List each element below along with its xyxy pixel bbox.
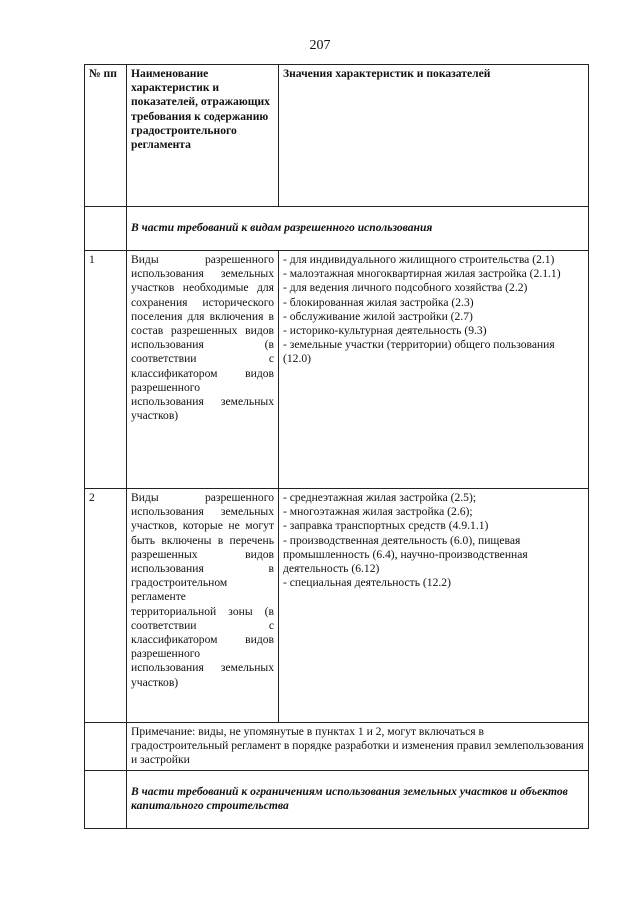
- page-number: 207: [309, 38, 331, 53]
- list-item: - заправка транспортных средств (4.9.1.1): [283, 519, 489, 533]
- list-item: - среднеэтажная жилая застройка (2.5);: [283, 491, 477, 504]
- row-1-values: [279, 251, 589, 489]
- note-text: Примечание: виды, не упомянутые в пунктах 1 и 2, могут включаться в градостроительный регламент в порядке разработки и изменения правил землепользования и застройки: [127, 723, 589, 771]
- row-1-name: Виды разрешенного использования земельных участков необходимые для сохранения исторического поселения для включения в состав разрешенных видов использования (в соответствии с классификатором видов разрешенного использования земельных участков): [127, 251, 279, 489]
- list-item: - земельные участки (территории) общего пользования (12.0): [283, 338, 555, 366]
- section-title-restrictions: В части требований к ограничениям использования земельных участков и объектов капитального строительства: [127, 770, 589, 828]
- table-row-2: [85, 489, 589, 723]
- row-1-number: 1: [85, 251, 127, 489]
- table-header-row: [85, 65, 589, 207]
- list-item: - малоэтажная многоквартирная жилая застройка (2.1.1): [283, 267, 561, 281]
- list-item: - историко-культурная деятельность (9.3): [283, 324, 487, 338]
- header-values: Значения характеристик и показателей: [279, 65, 589, 207]
- list-item: - многоэтажная жилая застройка (2.6);: [283, 505, 473, 519]
- section-title-permitted-use: В части требований к видам разрешенного использования: [127, 207, 589, 251]
- row-2-number: 2: [85, 489, 127, 723]
- section-empty-cell: [85, 207, 127, 251]
- list-item: - специальная деятельность (12.2): [283, 576, 451, 590]
- section-empty-cell: [85, 770, 127, 828]
- row-2-values: [279, 489, 589, 723]
- list-item: - для ведения личного подсобного хозяйства (2.2): [283, 281, 528, 295]
- note-empty-cell: [85, 723, 127, 771]
- list-item: - производственная деятельность (6.0), пищевая промышленность (6.4), научно-производственная деятельность (6.12): [283, 533, 528, 576]
- list-item: - обслуживание жилой застройки (2.7): [283, 309, 473, 323]
- header-number: № пп: [85, 65, 127, 207]
- requirements-table: [84, 64, 589, 829]
- section-row-restrictions: [85, 770, 589, 828]
- section-row-permitted-use: [85, 207, 589, 251]
- header-characteristic-name: Наименование характеристик и показателей, отражающих требования к содержанию градостроительного регламента: [127, 65, 279, 207]
- table-row-1: [85, 251, 589, 489]
- note-row: [85, 723, 589, 771]
- row-2-name: Виды разрешенного использования земельных участков, которые не могут быть включены в перечень разрешенных видов использования в градостроительном регламенте территориальной зоны (в соответствии с классификатором видов разрешенного использования земельных участков): [127, 489, 279, 723]
- list-item: - для индивидуального жилищного строительства (2.1): [283, 253, 555, 266]
- list-item: - блокированная жилая застройка (2.3): [283, 295, 474, 309]
